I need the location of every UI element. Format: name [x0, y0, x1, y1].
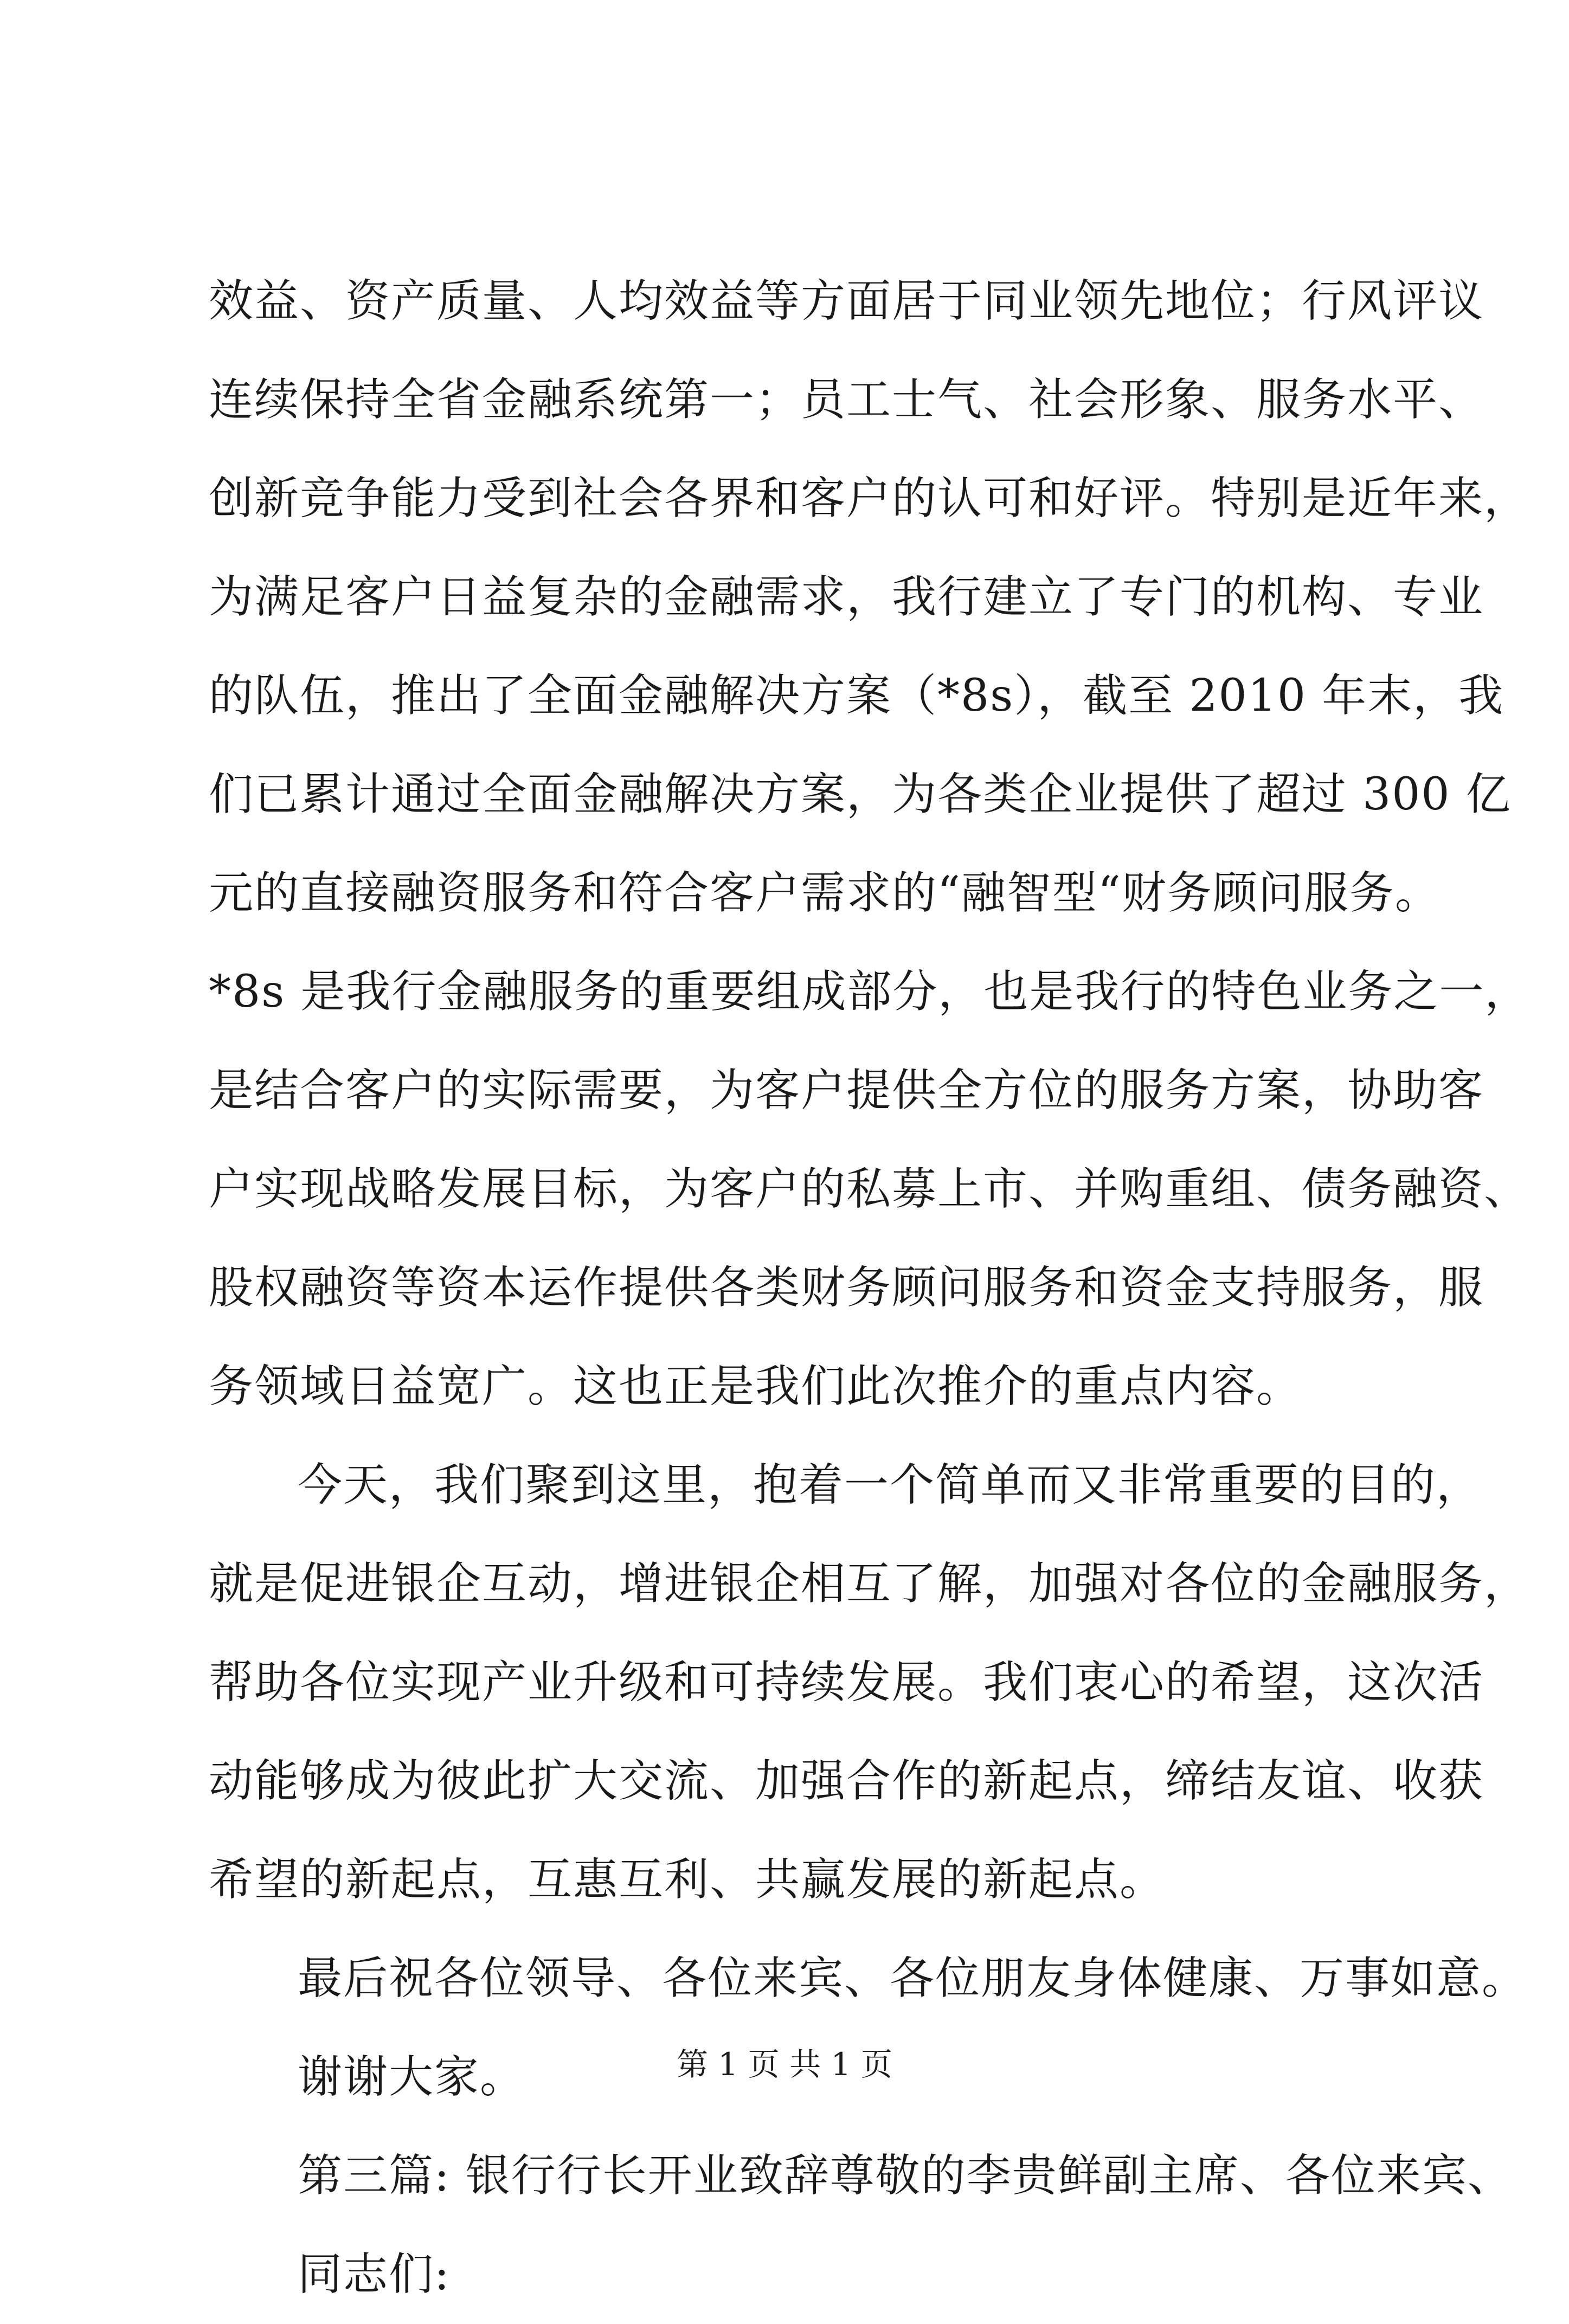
text-line: 是结合客户的实际需要，为客户提供全方位的服务方案，协助客: [209, 1065, 1484, 1116]
text-line: 最后祝各位领导、各位来宾、各位朋友身体健康、万事如意。: [298, 1953, 1528, 2004]
page-footer: [0, 2043, 1569, 2086]
text-line: 们已累计通过全面金融解决方案，为各类企业提供了超过 300 亿: [209, 769, 1512, 820]
document-body: [209, 252, 1531, 2324]
text-line: 同志们:: [298, 2249, 451, 2300]
text-line: 元的直接融资服务和符合客户需求的“融智型“财务顾问服务。: [209, 867, 1441, 919]
text-line: 动能够成为彼此扩大交流、加强合作的新起点，缔结友谊、收获: [209, 1755, 1484, 1807]
text-line: 户实现战略发展目标，为客户的私募上市、并购重组、债务融资、: [209, 1163, 1530, 1215]
text-line: 帮助各位实现产业升级和可持续发展。我们衷心的希望，这次活: [209, 1657, 1484, 1708]
text-line: *8s 是我行金融服务的重要组成部分，也是我行的特色业务之一，: [209, 966, 1531, 1018]
text-line: 效益、资产质量、人均效益等方面居于同业领先地位；行风评议: [209, 275, 1484, 327]
text-line: 就是促进银企互动，增进银企相互了解，加强对各位的金融服务，: [209, 1558, 1530, 1610]
text-line: 为满足客户日益复杂的金融需求，我行建立了专门的机构、专业: [209, 571, 1484, 623]
text-line: 务领域日益宽广。这也正是我们此次推介的重点内容。: [209, 1361, 1302, 1412]
text-line: 创新竞争能力受到社会各界和客户的认可和好评。特别是近年来，: [209, 473, 1530, 524]
page-number-label: 第 1 页 共 1 页: [677, 2046, 892, 2083]
text-line: 连续保持全省金融系统第一；员工士气、社会形象、服务水平、: [209, 374, 1484, 426]
text-line: 股权融资等资本运作提供各类财务顾问服务和资金支持服务，服: [209, 1262, 1484, 1314]
text-line: 谢谢大家。: [298, 2051, 526, 2103]
section-heading-line: 第三篇: 银行行长开业致辞尊敬的李贵鲜副主席、各位来宾、: [298, 2150, 1513, 2201]
text-line: 的队伍，推出了全面金融解决方案（*8s），截至 2010 年末，我: [209, 670, 1504, 722]
text-line: 今天，我们聚到这里，抱着一个简单而又非常重要的目的，: [298, 1459, 1482, 1511]
text-line: 希望的新起点，互惠互利、共赢发展的新起点。: [209, 1854, 1166, 1905]
